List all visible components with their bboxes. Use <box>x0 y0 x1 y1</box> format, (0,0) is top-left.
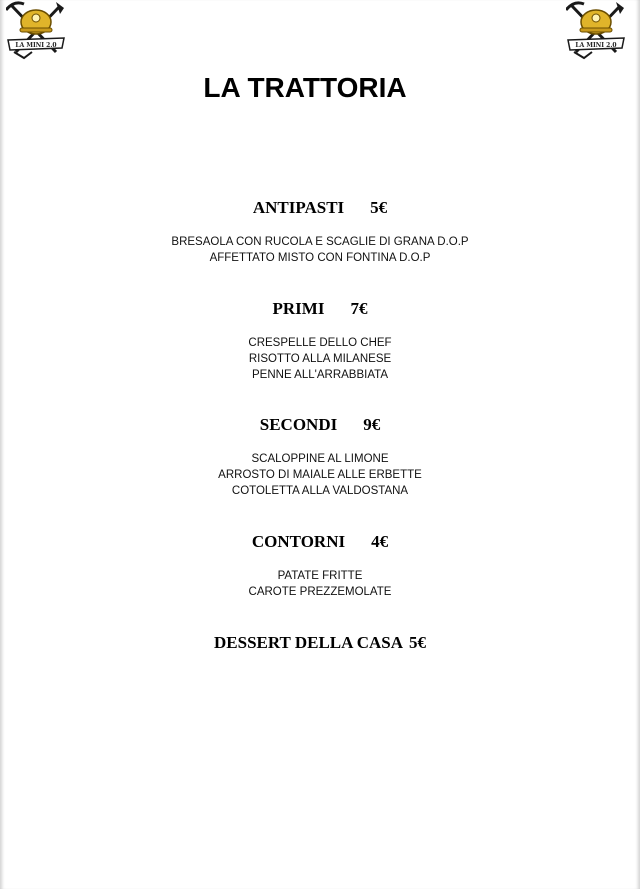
logo-banner-text: LA MINI 2.0 <box>15 42 57 49</box>
section-items <box>0 568 640 600</box>
section-items <box>0 234 640 266</box>
menu-item: COTOLETTA ALLA VALDOSTANA <box>231 485 409 497</box>
menu-item: CRESPELLE DELLO CHEF <box>248 337 392 349</box>
section-price: 5€ <box>409 633 426 652</box>
miner-helmet-logo-icon <box>566 0 626 64</box>
logo-right <box>566 0 626 64</box>
page-title: LA TRATTORIA <box>203 72 407 103</box>
section-price: 9€ <box>363 415 381 434</box>
menu-item: BRESAOLA CON RUCOLA E SCAGLIE DI GRANA D.O.P <box>171 236 469 248</box>
logo-banner-text: LA MINI 2.0 <box>575 42 617 49</box>
section-price: 4€ <box>371 532 389 551</box>
section-heading <box>0 299 640 319</box>
section-heading <box>0 415 640 435</box>
menu-section-dessert <box>0 633 640 653</box>
menu-item: RISOTTO ALLA MILANESE <box>248 353 392 365</box>
menu-item: ARROSTO DI MAIALE ALLE ERBETTE <box>218 469 422 481</box>
menu-item: PATATE FRITTE <box>277 570 363 582</box>
menu-item: PENNE ALL'ARRABBIATA <box>252 369 388 381</box>
section-price: 5€ <box>370 198 388 217</box>
menu-section-contorni <box>0 532 640 600</box>
section-heading <box>0 198 640 218</box>
menu-section-primi <box>0 299 640 383</box>
section-heading <box>0 532 640 552</box>
section-items <box>0 451 640 499</box>
miner-helmet-logo-icon <box>6 0 66 64</box>
section-price: 7€ <box>350 299 368 318</box>
menu-item: AFFETTATO MISTO CON FONTINA D.O.P <box>209 252 431 264</box>
section-heading <box>0 633 640 653</box>
menu-item: SCALOPPINE AL LIMONE <box>251 453 389 465</box>
section-name: SECONDI <box>259 415 338 434</box>
logo-left <box>6 0 66 64</box>
menu-section-secondi <box>0 415 640 499</box>
section-name: ANTIPASTI <box>252 198 345 217</box>
section-name: DESSERT DELLA CASA <box>214 633 403 652</box>
section-items <box>0 335 640 383</box>
section-name: PRIMI <box>272 299 325 318</box>
section-name: CONTORNI <box>251 532 346 551</box>
menu-section-antipasti <box>0 198 640 266</box>
menu-item: CAROTE PREZZEMOLATE <box>248 586 392 598</box>
